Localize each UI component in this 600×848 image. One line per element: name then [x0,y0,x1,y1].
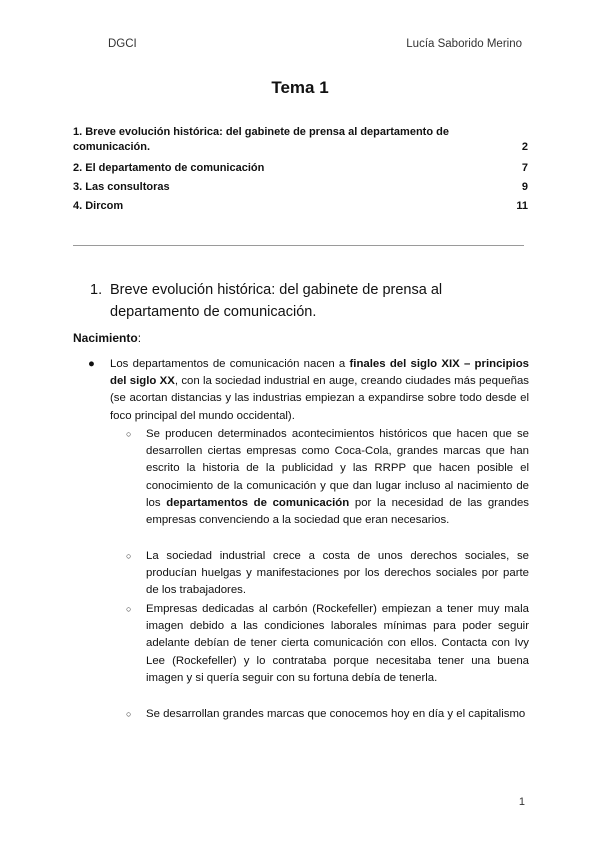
sub-bullet-text [146,426,529,529]
toc-entry-label: 1. Breve evolución histórica: del gabinete de prensa al departamento de comunicación. [73,126,449,153]
text-run: Se producen determinados acontecimientos históricos que hacen que se desarrollen ciertas empresas como Coca-Cola, grandes marcas que han escrito la historia de la publicidad y las RRPP que hacen posible el conocimiento de la comunicación y que dan lugar incluso al nacimiento de los [146,428,529,509]
toc-entry-3[interactable] [73,178,528,197]
toc-entry-page: 11 [516,200,528,212]
bold-run: finales del siglo XIX – principios del siglo XX [110,358,529,388]
sub-bullet-item [126,426,529,529]
sub-bullet-text: La sociedad industrial crece a costa de unos derechos sociales, se producían huelgas y manifestaciones por los derechos sociales por parte de los trabajadores. [146,550,529,597]
toc-entry-4[interactable] [73,197,528,216]
sub-bullet-item [126,548,529,600]
subheading [73,331,141,345]
bullet-marker: ● [88,358,95,370]
bullet-text [110,356,529,425]
sub-bullet-marker: ○ [126,551,132,561]
toc-entry-page: 9 [521,181,528,193]
section-title: Breve evolución histórica: del gabinete de prensa al departamento de comunicación. [110,282,443,320]
page-number: 1 [518,796,525,808]
subheading-label: Nacimiento [73,331,138,345]
sub-bullet-item [126,601,529,687]
bold-run: departamentos de comunicación [166,496,350,509]
toc-entry-label: 2. El departamento de comunicación [73,162,265,174]
sub-bullet-marker: ○ [126,604,132,614]
toc-entry-2[interactable] [73,159,528,178]
bullet-item [88,356,529,425]
sub-bullet-marker: ○ [126,709,132,719]
page-title: Tema 1 [271,78,329,97]
divider [73,245,524,246]
text-run: , con la sociedad industrial en auge, creando ciudades más pequeñas (se acortan distancias y las industrias empiezan a expandirse sobre todo desde el foco principal del mundo occidental). [110,375,530,422]
header-author: Lucía Saborido Merino [406,38,522,50]
subheading-colon: : [137,331,142,345]
header-course: DGCI [108,38,137,50]
section-number: 1. [90,282,103,298]
sub-bullet-text: Se desarrollan grandes marcas que conocemos hoy en día y el capitalismo [146,708,526,720]
toc-entry-label: 4. Dircom [73,200,124,212]
toc-entry-page: 7 [521,162,528,174]
table-of-contents [73,125,528,216]
section-heading [90,279,530,323]
sub-bullet-item [126,706,529,723]
toc-entry-label: 3. Las consultoras [73,181,170,193]
toc-entry-page: 2 [521,141,528,153]
text-run: por la necesidad de las grandes empresas convenciendo a la sociedad que eran necesarios. [146,496,529,527]
sub-bullet-marker: ○ [126,429,132,439]
toc-entry-1[interactable] [73,125,528,155]
text-run: Los departamentos de comunicación nacen a [110,358,350,370]
sub-bullet-text: Empresas dedicadas al carbón (Rockefeller) empiezan a tener muy mala imagen debido a las condiciones laborales mínimas para poder seguir adelante debían de tener cierta comunicación con ellos. Contacta con Ivy Lee (Rockefeller) y lo contrataba porque necesitaba tener una buena imagen y si quería seguir con su fortuna debía de tenerla. [146,603,529,684]
